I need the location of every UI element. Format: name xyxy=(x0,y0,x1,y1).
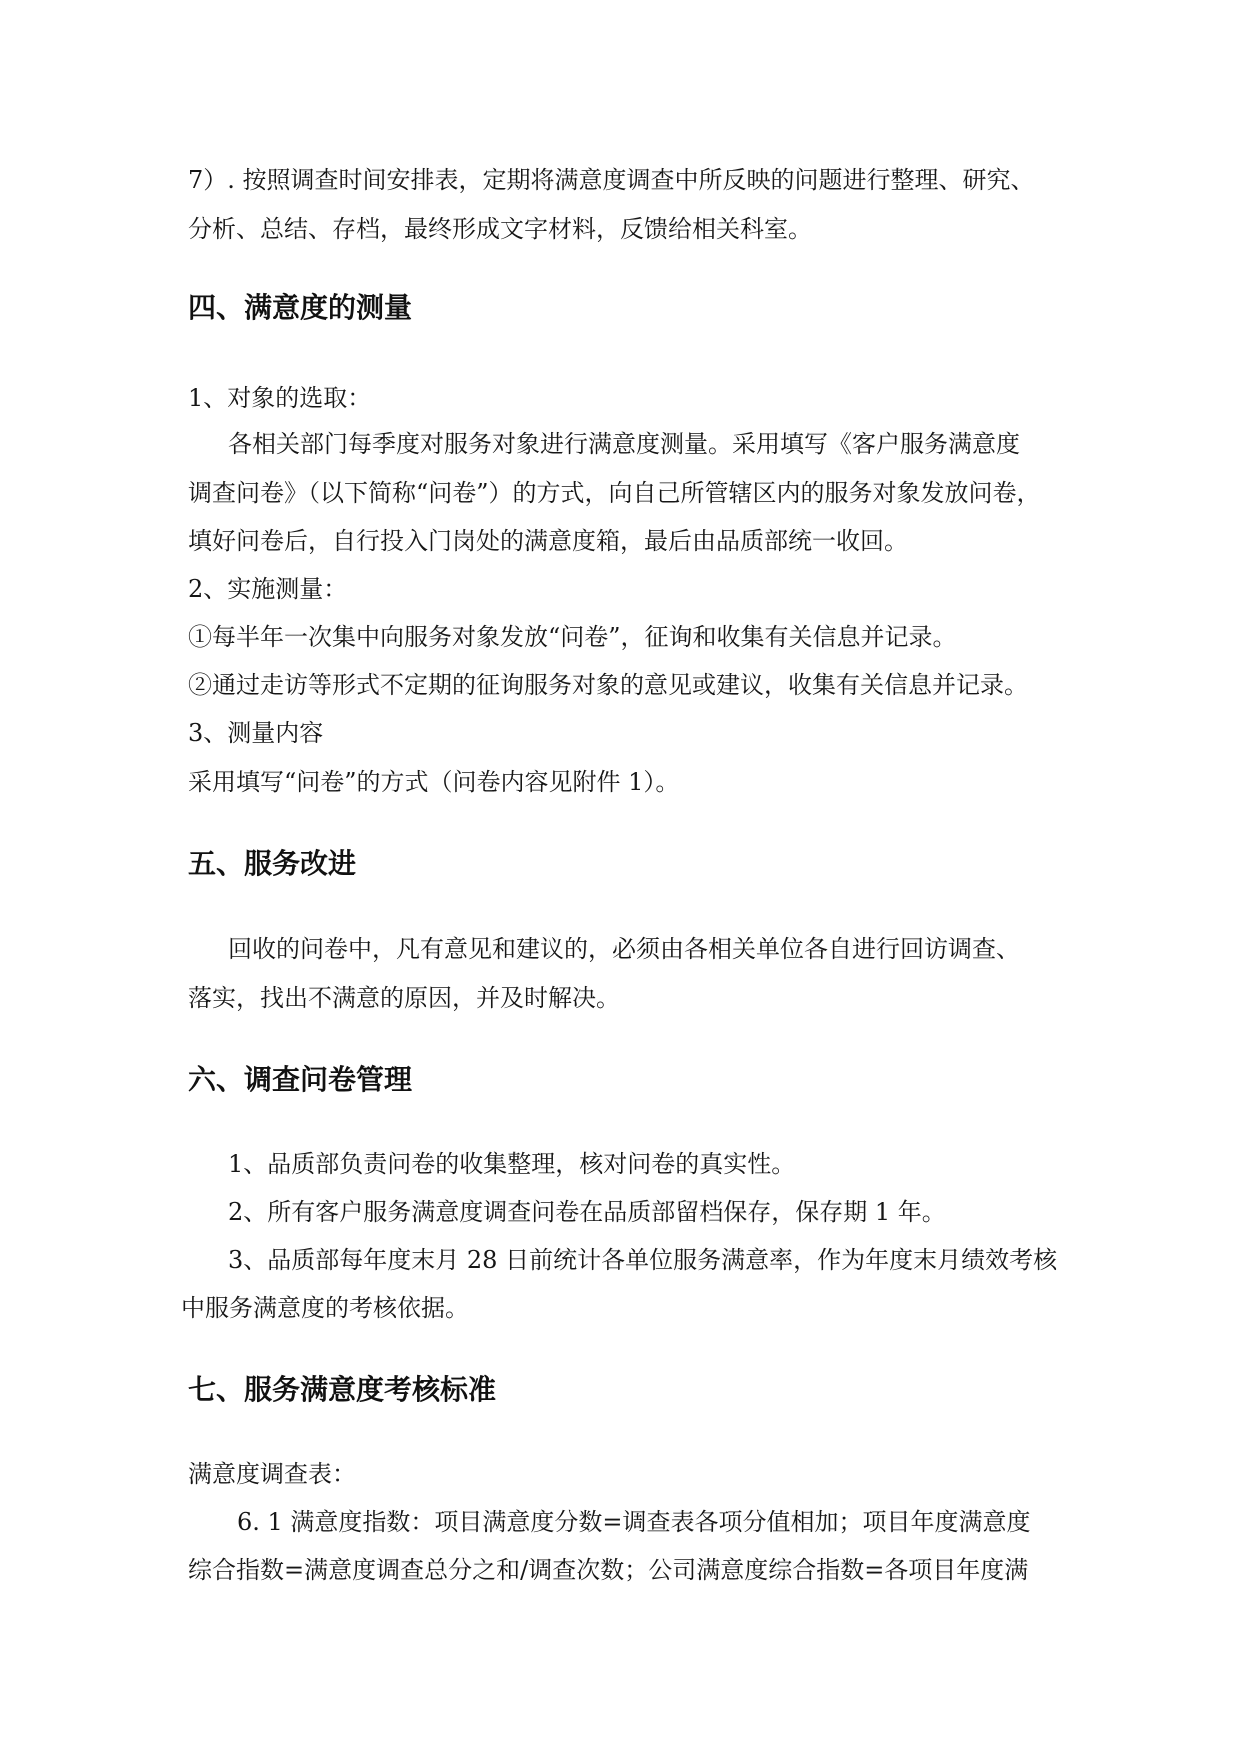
section4-item1-title: 1、对象的选取： xyxy=(188,384,372,412)
section4-item1-paragraph-line2: 调查问卷》（以下简称“问卷”）的方式，向自己所管辖区内的服务对象发放问卷， xyxy=(188,479,1041,507)
section4-item3-title: 3、测量内容 xyxy=(188,719,324,747)
section7-heading: 七、服务满意度考核标准 xyxy=(188,1373,497,1406)
section6-item3-line1: 3、品质部每年度末月 28 日前统计各单位服务满意率，作为年度末月绩效考核 xyxy=(228,1246,1058,1274)
section6-item2: 2、所有客户服务满意度调查问卷在品质部留档保存，保存期 1 年。 xyxy=(228,1198,946,1226)
section7-paragraph-line2: 综合指数=满意度调查总分之和/调查次数；公司满意度综合指数=各项目年度满 xyxy=(188,1556,1029,1584)
section4-item3-text: 采用填写“问卷”的方式（问卷内容见附件 1）。 xyxy=(188,768,680,796)
section4-item2-title: 2、实施测量： xyxy=(188,575,348,603)
section4-item1-paragraph-line3: 填好问卷后，自行投入门岗处的满意度箱，最后由品质部统一收回。 xyxy=(188,527,908,555)
section5-paragraph-line1: 回收的问卷中，凡有意见和建议的，必须由各相关单位各自进行回访调查、 xyxy=(228,935,1020,963)
section4-item1-paragraph-line1: 各相关部门每季度对服务对象进行满意度测量。采用填写《客户服务满意度 xyxy=(228,430,1020,458)
item7-line2: 分析、总结、存档，最终形成文字材料，反馈给相关科室。 xyxy=(188,215,812,243)
section4-item2-point-a: ①每半年一次集中向服务对象发放“问卷”，征询和收集有关信息并记录。 xyxy=(188,623,957,651)
section6-heading: 六、调查问卷管理 xyxy=(188,1063,413,1096)
section6-item1: 1、品质部负责问卷的收集整理，核对问卷的真实性。 xyxy=(228,1150,796,1178)
section6-item3-line2: 中服务满意度的考核依据。 xyxy=(181,1294,469,1322)
item7-line1: 7）. 按照调查时间安排表，定期将满意度调查中所反映的问题进行整理、研究、 xyxy=(188,166,1035,194)
section4-heading: 四、满意度的测量 xyxy=(188,291,413,324)
section5-heading: 五、服务改进 xyxy=(188,847,357,880)
section7-table-title: 满意度调查表： xyxy=(188,1460,356,1488)
section7-paragraph-line1: 6. 1 满意度指数：项目满意度分数=调查表各项分值相加；项目年度满意度 xyxy=(237,1508,1031,1536)
section5-paragraph-line2: 落实，找出不满意的原因，并及时解决。 xyxy=(188,984,620,1012)
section4-item2-point-b: ②通过走访等形式不定期的征询服务对象的意见或建议，收集有关信息并记录。 xyxy=(188,671,1028,699)
